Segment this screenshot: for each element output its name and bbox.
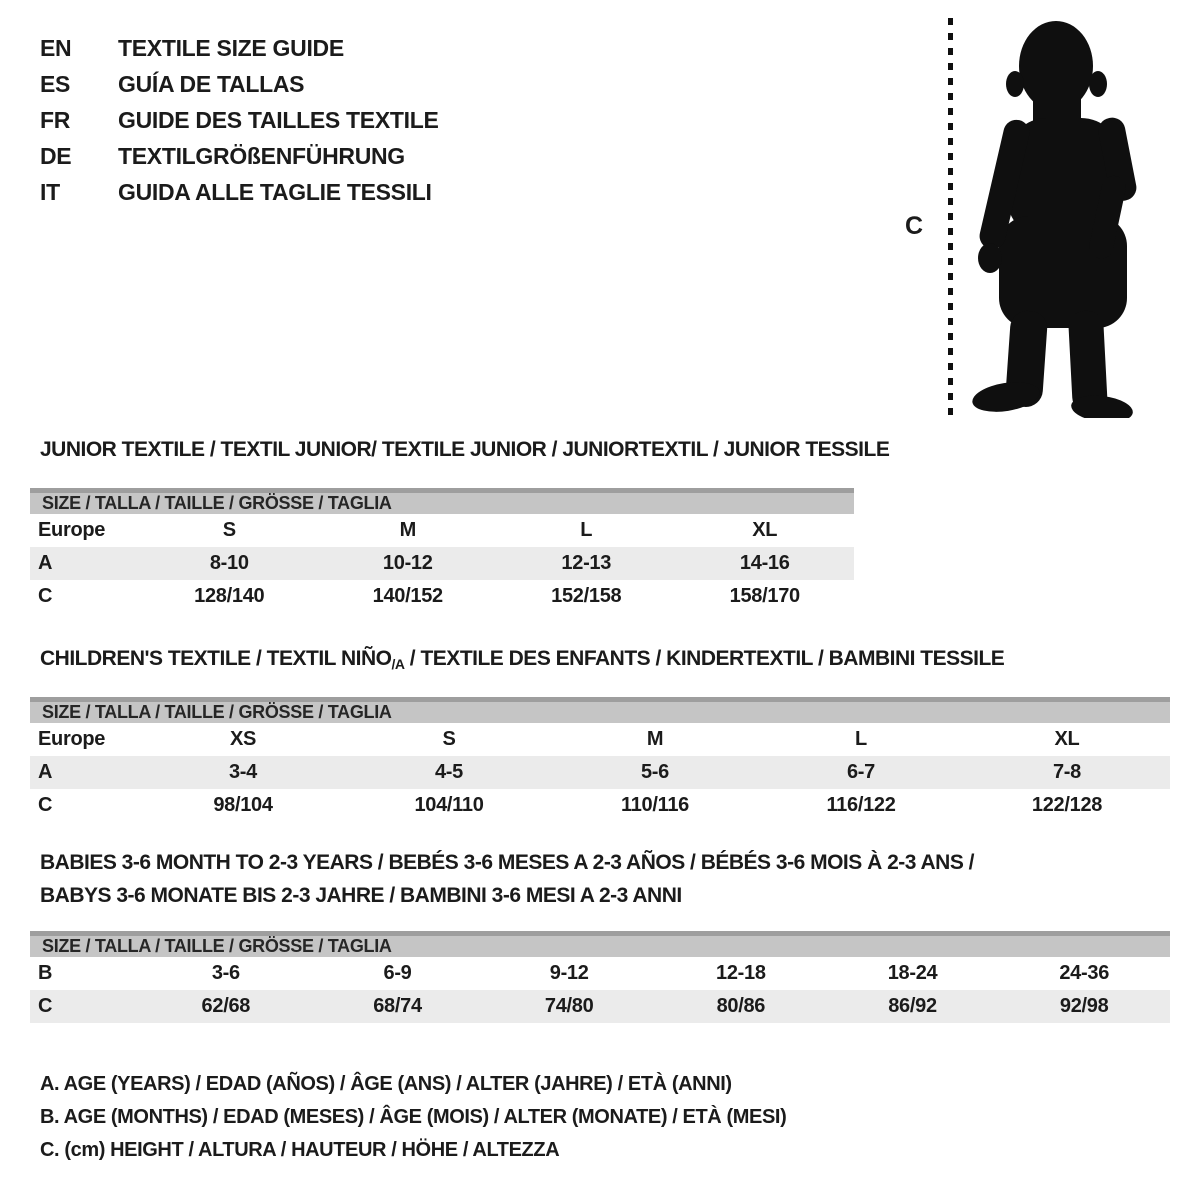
- table-row: [30, 957, 1170, 990]
- language-code: DE: [40, 143, 72, 169]
- row-label: C: [38, 995, 53, 1017]
- table-row: [30, 990, 1170, 1023]
- language-row: [40, 102, 439, 138]
- table-row: [30, 789, 1170, 822]
- language-list: [40, 30, 439, 210]
- table-row: [30, 756, 1170, 789]
- language-code: IT: [40, 179, 60, 205]
- size-header-bar: SIZE / TALLA / TAILLE / GRÖSSE / TAGLIA: [30, 931, 1170, 957]
- size-value-cell: 12-18: [716, 962, 766, 984]
- legend-line-height-cm: C. (cm) HEIGHT / ALTURA / HAUTEUR / HÖHE / ALTEZZA: [40, 1139, 560, 1161]
- size-value-cell: 12-13: [561, 552, 612, 574]
- babies-size-table: [30, 931, 1170, 1023]
- size-value-cell: 140/152: [372, 585, 443, 607]
- size-header-bar: SIZE / TALLA / TAILLE / GRÖSSE / TAGLIA: [30, 697, 1170, 723]
- children-table-rows: [30, 723, 1170, 822]
- children-section-title: [40, 647, 1004, 672]
- size-value-cell: 24-36: [1059, 962, 1110, 984]
- size-value-cell: 14-16: [739, 552, 790, 574]
- size-value-cell: 74/80: [544, 995, 594, 1017]
- size-value-cell: L: [855, 728, 867, 750]
- size-value-cell: 6-7: [846, 761, 875, 783]
- size-value-cell: 92/98: [1059, 995, 1109, 1017]
- language-title: TEXTILGRÖßENFÜHRUNG: [118, 143, 405, 169]
- size-value-cell: XL: [752, 519, 778, 541]
- babies-section-title-line1: BABIES 3-6 MONTH TO 2-3 YEARS / BEBÉS 3-6 MESES A 2-3 AÑOS / BÉBÉS 3-6 MOIS À 2-3 ANS /: [40, 851, 975, 874]
- language-title: GUÍA DE TALLAS: [118, 71, 305, 97]
- row-label: A: [38, 761, 53, 783]
- language-title: GUIDE DES TAILLES TEXTILE: [118, 107, 439, 133]
- size-value-cell: 158/170: [729, 585, 800, 607]
- children-title-subscript: /A: [391, 656, 405, 672]
- legend-line-age-months: B. AGE (MONTHS) / EDAD (MESES) / ÂGE (MOIS) / ALTER (MONATE) / ETÀ (MESI): [40, 1106, 787, 1128]
- legend-line-age-years: A. AGE (YEARS) / EDAD (AÑOS) / ÂGE (ANS) / ALTER (JAHRE) / ETÀ (ANNI): [40, 1073, 732, 1095]
- size-value-cell: 4-5: [434, 761, 463, 783]
- row-label: C: [38, 585, 53, 607]
- table-row: [30, 580, 854, 613]
- size-value-cell: 128/140: [194, 585, 265, 607]
- table-row: [30, 514, 854, 547]
- language-title: TEXTILE SIZE GUIDE: [118, 35, 344, 61]
- language-code: ES: [40, 71, 71, 97]
- size-value-cell: XS: [229, 728, 257, 750]
- row-label: C: [38, 794, 53, 816]
- babies-section-title-line2: BABYS 3-6 MONATE BIS 2-3 JAHRE / BAMBINI 3-6 MESI A 2-3 ANNI: [40, 884, 682, 907]
- size-value-cell: 62/68: [201, 995, 251, 1017]
- babies-table-rows: [30, 957, 1170, 1023]
- size-value-cell: XL: [1054, 728, 1080, 750]
- language-row: [40, 30, 439, 66]
- row-label: B: [38, 962, 53, 984]
- language-title: GUIDA ALLE TAGLIE TESSILI: [118, 179, 432, 205]
- size-value-cell: 68/74: [373, 995, 422, 1017]
- size-value-cell: L: [580, 519, 593, 541]
- size-value-cell: 8-10: [209, 552, 249, 574]
- size-value-cell: 3-6: [211, 962, 240, 984]
- junior-table-rows: [30, 514, 854, 613]
- children-title-main: CHILDREN'S TEXTILE / TEXTIL NIÑO: [40, 647, 392, 670]
- table-row: [30, 547, 854, 580]
- size-value-cell: 6-9: [383, 962, 412, 984]
- size-header-bar: SIZE / TALLA / TAILLE / GRÖSSE / TAGLIA: [30, 488, 854, 514]
- size-value-cell: 116/122: [826, 794, 896, 816]
- size-value-cell: M: [646, 728, 664, 750]
- size-value-cell: 3-4: [228, 761, 257, 783]
- size-value-cell: 10-12: [382, 552, 433, 574]
- size-value-cell: M: [399, 519, 416, 541]
- size-value-cell: 98/104: [213, 794, 273, 816]
- size-value-cell: S: [222, 519, 236, 541]
- language-code: EN: [40, 35, 72, 61]
- size-value-cell: 7-8: [1052, 761, 1081, 783]
- children-size-table: [30, 697, 1170, 822]
- table-row: [30, 723, 1170, 756]
- size-value-cell: 86/92: [888, 995, 937, 1017]
- size-value-cell: 122/128: [1031, 794, 1103, 816]
- size-value-cell: 9-12: [549, 962, 589, 984]
- size-value-cell: 110/116: [621, 794, 689, 816]
- row-label: Europe: [38, 728, 106, 750]
- size-value-cell: 18-24: [887, 962, 938, 984]
- row-label: A: [38, 552, 53, 574]
- children-title-rest: / TEXTILE DES ENFANTS / KINDERTEXTIL / BAMBINI TESSILE: [404, 647, 1005, 670]
- junior-section-title: JUNIOR TEXTILE / TEXTIL JUNIOR/ TEXTILE JUNIOR / JUNIORTEXTIL / JUNIOR TESSILE: [40, 438, 890, 461]
- row-label: Europe: [38, 519, 106, 541]
- junior-size-table: [30, 488, 854, 613]
- height-measure-label: C: [905, 212, 924, 240]
- language-row: [40, 138, 439, 174]
- size-value-cell: 104/110: [414, 794, 484, 816]
- legend: [40, 1068, 786, 1167]
- size-value-cell: 152/158: [551, 585, 622, 607]
- toddler-silhouette-icon: [965, 16, 1137, 418]
- size-value-cell: S: [442, 728, 456, 750]
- language-code: FR: [40, 107, 71, 133]
- size-value-cell: 5-6: [640, 761, 669, 783]
- height-measure-dashed-line: [948, 18, 953, 416]
- language-row: [40, 66, 439, 102]
- language-row: [40, 174, 439, 210]
- size-value-cell: 80/86: [716, 995, 766, 1017]
